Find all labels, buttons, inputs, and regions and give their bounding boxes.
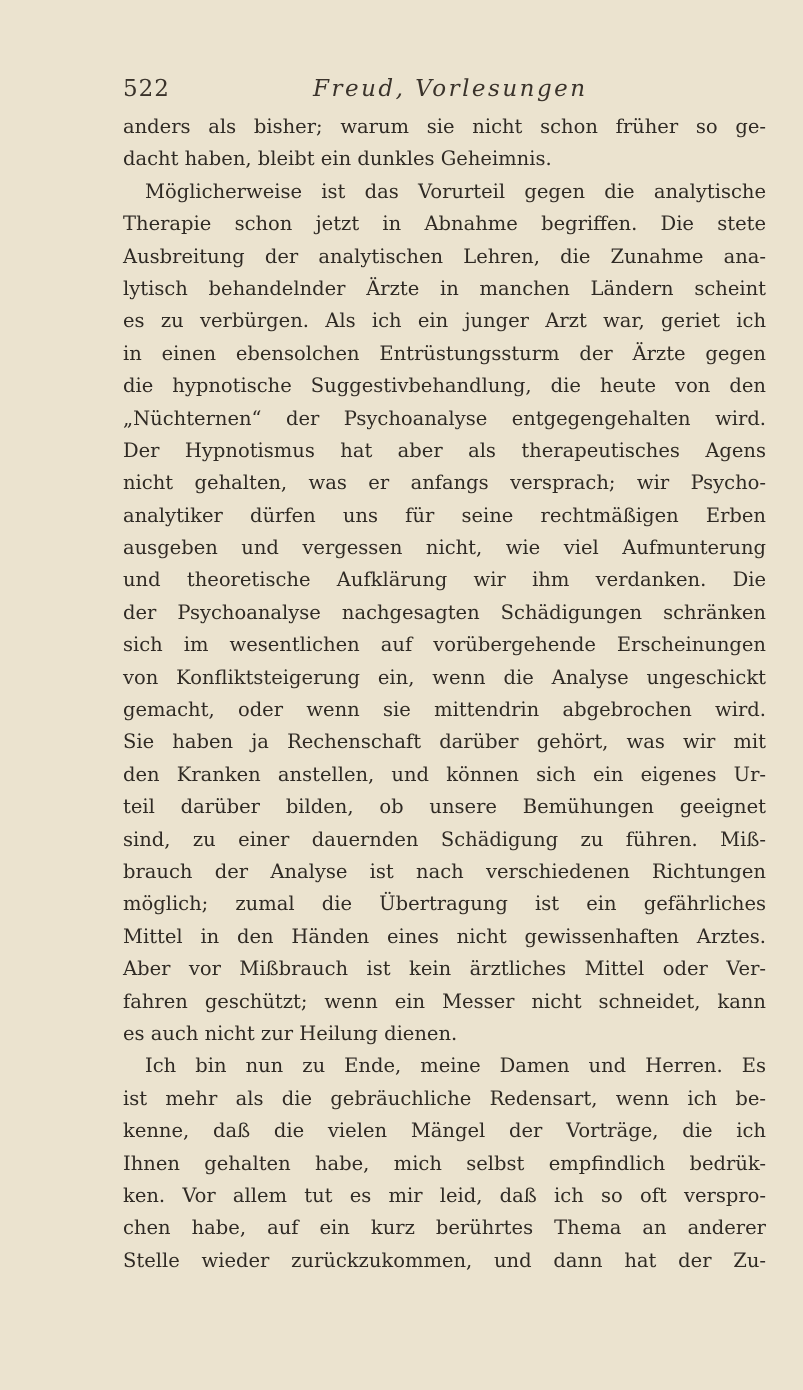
text-line: von Konfliktsteigerung ein, wenn die Analyse ungeschickt [123, 665, 766, 689]
text-line: nicht gehalten, was er anfangs versprach; wir Psycho- [123, 471, 766, 495]
text-line: ken. Vor allem tut es mir leid, daß ich so oft verspro- [123, 1183, 766, 1207]
text-line: lytisch behandelnder Ärzte in manchen Ländern scheint [123, 276, 766, 300]
text-line: möglich; zumal die Übertragung ist ein gefährliches [123, 892, 766, 916]
running-title: Freud, Vorlesungen [313, 76, 588, 102]
page-header [123, 76, 683, 106]
text-line: Aber vor Mißbrauch ist kein ärztliches Mittel oder Ver- [123, 957, 766, 981]
text-line: sind, zu einer dauernden Schädigung zu führen. Miß- [123, 827, 766, 851]
page-number: 522 [123, 76, 170, 102]
text-line: chen habe, auf ein kurz berührtes Thema an anderer [123, 1216, 766, 1240]
text-line: es auch nicht zur Heilung dienen. [123, 1021, 458, 1045]
text-line: fahren geschützt; wenn ein Messer nicht schneidet, kann [123, 989, 766, 1013]
text-line: ist mehr als die gebräuchliche Redensart, wenn ich be- [123, 1086, 766, 1110]
text-line: analytiker dürfen uns für seine rechtmäßigen Erben [123, 503, 766, 527]
text-line: Ihnen gehalten habe, mich selbst empfindlich bedrük- [123, 1151, 766, 1175]
text-line: den Kranken anstellen, und können sich ein eigenes Ur- [123, 762, 766, 786]
text-line: in einen ebensolchen Entrüstungssturm der Ärzte gegen [123, 341, 766, 365]
text-line: Sie haben ja Rechenschaft darüber gehört, was wir mit [123, 730, 766, 754]
text-line: teil darüber bilden, ob unsere Bemühungen geeignet [123, 795, 766, 819]
text-line: kenne, daß die vielen Mängel der Vorträge, die ich [123, 1119, 766, 1143]
text-line: „Nüchternen“ der Psychoanalyse entgegengehalten wird. [123, 406, 766, 430]
text-line: Möglicherweise ist das Vorurteil gegen die analytische [145, 179, 766, 203]
text-line: Stelle wieder zurückzukommen, und dann hat der Zu- [123, 1248, 766, 1272]
text-line: gemacht, oder wenn sie mittendrin abgebrochen wird. [123, 698, 766, 722]
body-text [123, 111, 766, 1277]
text-line: anders als bisher; warum sie nicht schon früher so ge- [123, 115, 766, 138]
text-line: dacht haben, bleibt ein dunkles Geheimnis. [123, 147, 552, 171]
text-line: Ausbreitung der analytischen Lehren, die Zunahme ana- [123, 244, 766, 268]
text-line: ausgeben und vergessen nicht, wie viel Aufmunterung [123, 536, 766, 560]
text-line: Der Hypnotismus hat aber als therapeutisches Agens [123, 438, 766, 462]
text-line: Ich bin nun zu Ende, meine Damen und Herren. Es [145, 1054, 766, 1078]
text-line: Mittel in den Händen eines nicht gewissenhaften Arztes. [123, 924, 766, 948]
text-line: die hypnotische Suggestivbehandlung, die heute von den [123, 374, 766, 398]
text-line: und theoretische Aufklärung wir ihm verdanken. Die [123, 568, 766, 592]
text-line: der Psychoanalyse nachgesagten Schädigungen schränken [123, 600, 766, 624]
text-line: sich im wesentlichen auf vorübergehende Erscheinungen [123, 633, 766, 657]
text-line: Therapie schon jetzt in Abnahme begriffen. Die stete [123, 212, 766, 236]
text-line: es zu verbürgen. Als ich ein junger Arzt war, geriet ich [123, 309, 766, 333]
text-line: brauch der Analyse ist nach verschiedenen Richtungen [123, 859, 766, 883]
